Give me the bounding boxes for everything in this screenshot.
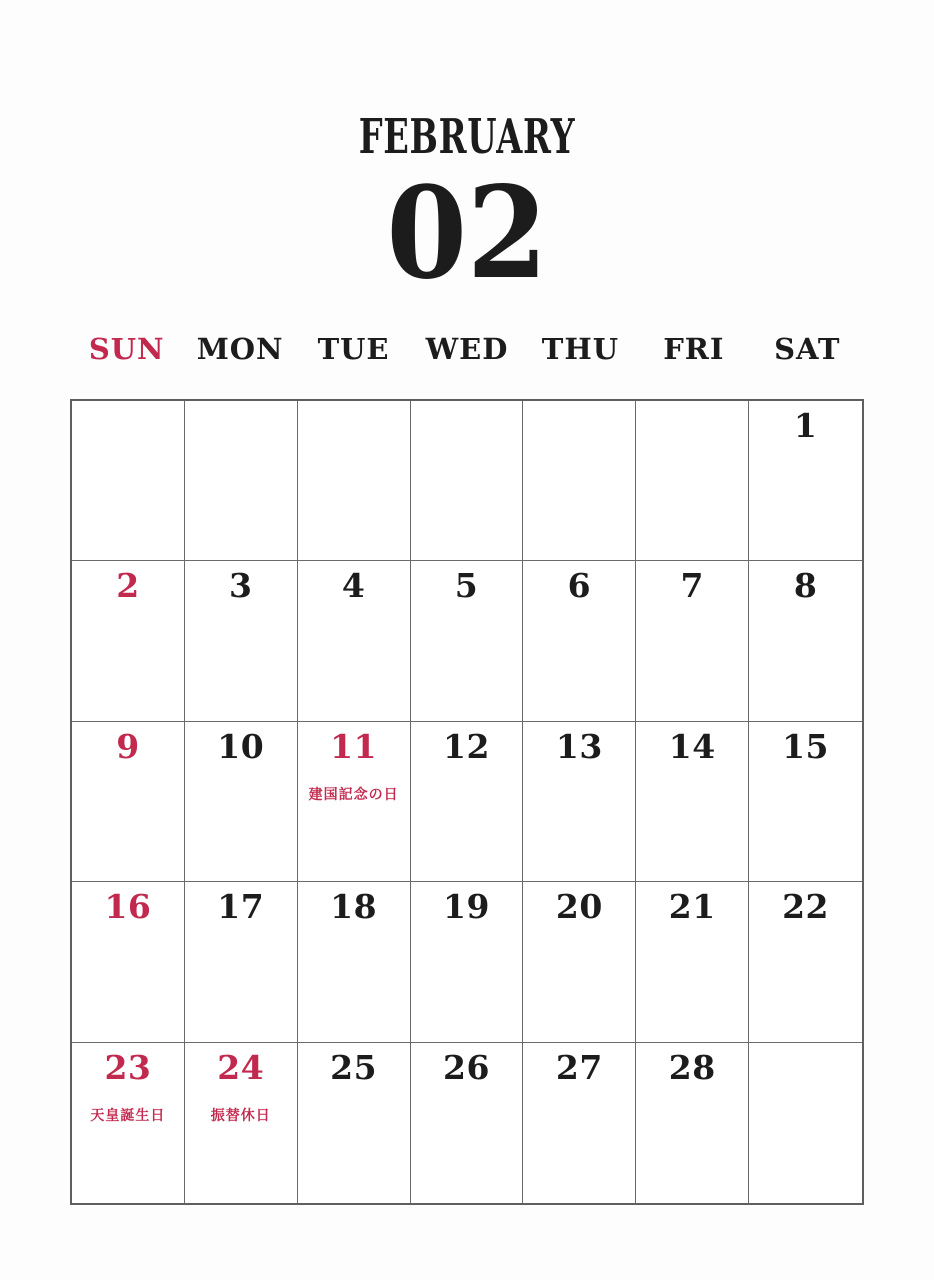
day-number: 1 bbox=[793, 406, 818, 445]
weekday-sat: SAT bbox=[774, 332, 841, 366]
day-cell-6 bbox=[523, 561, 636, 721]
day-cell-1 bbox=[749, 401, 862, 561]
day-cell-16 bbox=[72, 882, 185, 1042]
day-cell-8 bbox=[749, 561, 862, 721]
empty-cell bbox=[523, 401, 636, 561]
month-name: FEBRUARY bbox=[358, 109, 576, 165]
day-number: 25 bbox=[330, 1047, 378, 1087]
day-cell-19 bbox=[411, 882, 524, 1042]
weekday-fri: FRI bbox=[663, 332, 725, 366]
day-cell-27 bbox=[523, 1043, 636, 1203]
weekday-wed: WED bbox=[425, 332, 509, 366]
day-cell-10 bbox=[185, 722, 298, 882]
weekday-tue: TUE bbox=[317, 332, 390, 366]
day-cell-3 bbox=[185, 561, 298, 721]
day-cell-14 bbox=[636, 722, 749, 882]
weekday-sun: SUN bbox=[88, 332, 165, 366]
day-cell-18 bbox=[298, 882, 411, 1042]
day-cell-11 bbox=[298, 722, 411, 882]
holiday-label-furikae-kyujitsu: 振替休日 bbox=[210, 1108, 271, 1125]
day-number: 17 bbox=[217, 887, 265, 927]
day-cell-24 bbox=[185, 1043, 298, 1203]
weekday-header-row bbox=[70, 332, 864, 366]
day-cell-21 bbox=[636, 882, 749, 1042]
day-number: 10 bbox=[217, 726, 265, 766]
day-number: 24 bbox=[217, 1047, 265, 1087]
day-number: 4 bbox=[341, 566, 366, 606]
day-cell-23 bbox=[72, 1043, 185, 1203]
day-cell-22 bbox=[749, 882, 862, 1042]
day-number: 18 bbox=[330, 887, 378, 927]
day-number: 14 bbox=[668, 726, 716, 766]
day-cell-15 bbox=[749, 722, 862, 882]
empty-cell bbox=[636, 401, 749, 561]
day-cell-25 bbox=[298, 1043, 411, 1203]
day-number: 21 bbox=[668, 887, 716, 927]
day-cell-20 bbox=[523, 882, 636, 1042]
weekday-mon: MON bbox=[196, 332, 284, 366]
holiday-label-kenkoku-kinen-no-hi: 建国記念の日 bbox=[308, 787, 399, 804]
day-number: 5 bbox=[454, 566, 479, 606]
empty-cell bbox=[72, 401, 185, 561]
day-number: 7 bbox=[680, 566, 704, 606]
empty-cell bbox=[411, 401, 524, 561]
day-number: 2 bbox=[116, 566, 140, 606]
empty-cell bbox=[185, 401, 298, 561]
day-cell-26 bbox=[411, 1043, 524, 1203]
day-number: 9 bbox=[116, 726, 140, 766]
day-number: 15 bbox=[782, 726, 830, 766]
day-cell-7 bbox=[636, 561, 749, 721]
day-number: 28 bbox=[668, 1047, 716, 1087]
empty-cell bbox=[749, 1043, 862, 1203]
day-number: 3 bbox=[229, 566, 253, 606]
day-cell-5 bbox=[411, 561, 524, 721]
day-number: 26 bbox=[443, 1047, 490, 1087]
weekday-thu: THU bbox=[541, 332, 620, 366]
day-number: 11 bbox=[330, 726, 378, 766]
day-cell-17 bbox=[185, 882, 298, 1042]
day-cell-28 bbox=[636, 1043, 749, 1203]
day-number: 12 bbox=[443, 726, 490, 766]
day-cell-9 bbox=[72, 722, 185, 882]
day-cell-4 bbox=[298, 561, 411, 721]
day-cell-12 bbox=[411, 722, 524, 882]
calendar-grid bbox=[70, 399, 864, 1205]
day-cell-13 bbox=[523, 722, 636, 882]
day-number: 16 bbox=[104, 887, 152, 927]
day-cell-2 bbox=[72, 561, 185, 721]
month-number: 02 bbox=[386, 159, 548, 307]
day-number: 6 bbox=[567, 566, 592, 606]
day-number: 13 bbox=[555, 726, 603, 766]
day-number: 19 bbox=[443, 887, 490, 927]
day-number: 23 bbox=[104, 1047, 152, 1087]
day-number: 27 bbox=[555, 1047, 603, 1087]
day-number: 20 bbox=[555, 887, 603, 927]
day-number: 22 bbox=[782, 887, 830, 927]
holiday-label-tenno-tanjobi: 天皇誕生日 bbox=[90, 1108, 166, 1125]
day-number: 8 bbox=[793, 566, 818, 606]
empty-cell bbox=[298, 401, 411, 561]
